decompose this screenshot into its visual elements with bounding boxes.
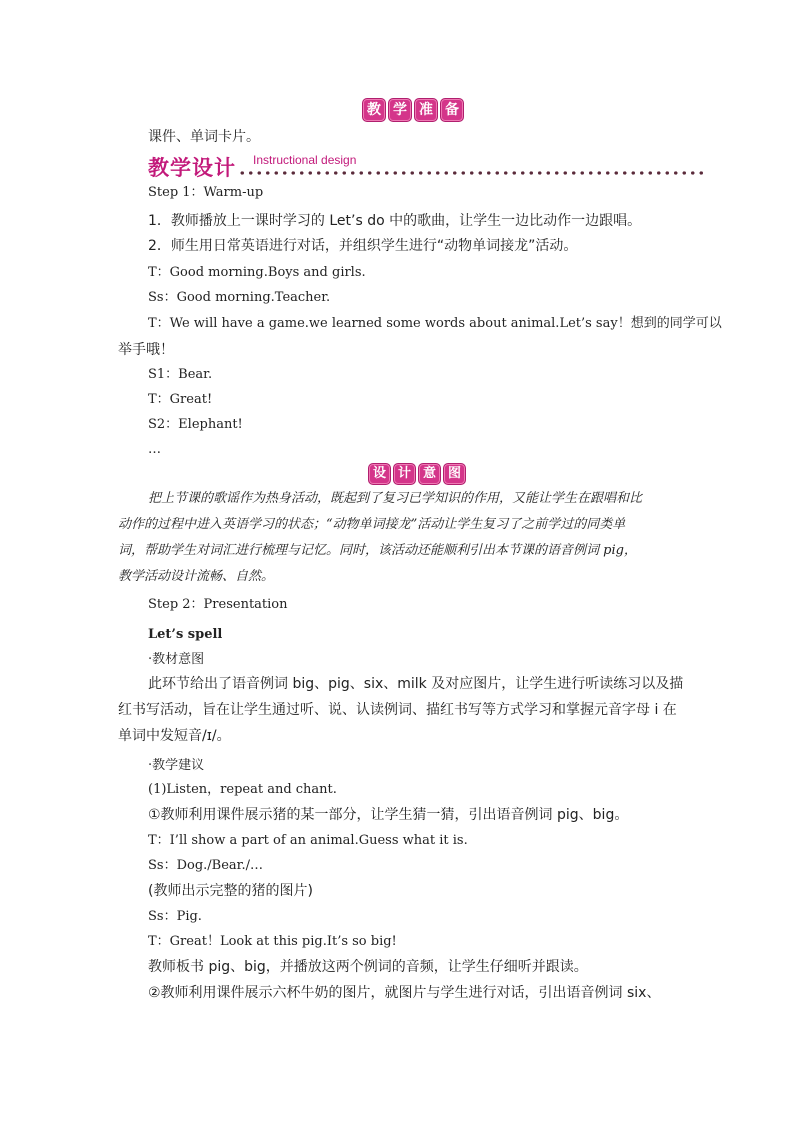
design-title: 教学设计 <box>148 156 236 180</box>
intent-line: 词，帮助学生对词汇进行梳理与记忆。同时，该活动还能顺利引出本节课的语音例词 pig， <box>118 543 637 558</box>
intent-line: 动作的过程中进入英语学习的状态；“动物单词接龙”活动让学生复习了之前学过的同类单 <box>118 517 626 532</box>
step1-heading: Step 1：Warm-up <box>148 185 264 200</box>
badge-char: 准 <box>414 98 438 122</box>
dialogue-line: S1：Bear. <box>148 367 213 382</box>
badge-char: 教 <box>362 98 386 122</box>
suggestion-label: ·教学建议 <box>148 758 205 773</box>
design-header <box>148 150 713 180</box>
suggestion-line: (教师出示完整的猪的图片) <box>148 883 313 899</box>
lets-spell-heading: Let’s spell <box>148 627 223 642</box>
suggestion-line: Ss：Dog./Bear./… <box>148 858 263 873</box>
badge-char: 图 <box>443 463 466 485</box>
suggestion-line: ①教师利用课件展示猪的某一部分，让学生猜一猜，引出语音例词 pig、big。 <box>148 807 629 823</box>
suggestion-line: (1)Listen，repeat and chant. <box>148 782 337 797</box>
intent-line: 教学活动设计流畅、自然。 <box>118 569 275 584</box>
suggestion-line: 教师板书 pig、big，并播放这两个例词的音频，让学生仔细听并跟读。 <box>148 959 588 975</box>
suggestion-line: Ss：Pig. <box>148 909 202 924</box>
design-subtitle: Instructional design <box>253 153 357 167</box>
dialogue-line: 举手哦！ <box>118 342 174 358</box>
dotted-rule <box>238 170 708 176</box>
badge-char: 意 <box>418 463 441 485</box>
suggestion-line: T：I’ll show a part of an animal.Guess what it is. <box>148 833 468 848</box>
step1-item2: 2．师生用日常英语进行对话，并组织学生进行“动物单词接龙”活动。 <box>148 238 578 254</box>
dialogue-line: T：Good morning.Boys and girls. <box>148 265 366 280</box>
material-line: 单词中发短音/ɪ/。 <box>118 728 231 744</box>
badge-char: 计 <box>393 463 416 485</box>
suggestion-line: T：Great！Look at this pig.It’s so big! <box>148 934 397 949</box>
dialogue-line: Ss：Good morning.Teacher. <box>148 290 331 305</box>
suggestion-line: ②教师利用课件展示六杯牛奶的图片，就图片与学生进行对话，引出语音例词 six、 <box>148 985 661 1001</box>
badge-char: 设 <box>368 463 391 485</box>
section-badge-intent <box>368 463 466 485</box>
ellipsis: … <box>148 442 161 457</box>
badge-char: 学 <box>388 98 412 122</box>
material-intent-label: ·教材意图 <box>148 652 205 667</box>
dialogue-line: T：Great! <box>148 392 213 407</box>
dialogue-line: S2：Elephant! <box>148 417 243 432</box>
step2-heading: Step 2：Presentation <box>148 597 288 612</box>
materials-text: 课件、单词卡片。 <box>148 129 260 145</box>
section-badge-prep <box>362 98 464 122</box>
intent-line: 把上节课的歌谣作为热身活动，既起到了复习已学知识的作用，又能让学生在跟唱和比 <box>148 491 643 506</box>
badge-char: 备 <box>440 98 464 122</box>
step1-item1: 1．教师播放上一课时学习的 Let’s do 中的歌曲，让学生一边比动作一边跟唱。 <box>148 213 642 229</box>
dialogue-line: T：We will have a game.we learned some words about animal.Let’s say！想到的同学可以 <box>148 316 722 331</box>
material-line: 此环节给出了语音例词 big、pig、six、milk 及对应图片，让学生进行听读练习以及描 <box>148 676 684 692</box>
material-line: 红书写活动，旨在让学生通过听、说、认读例词、描红书写等方式学习和掌握元音字母 i 在 <box>118 702 677 718</box>
